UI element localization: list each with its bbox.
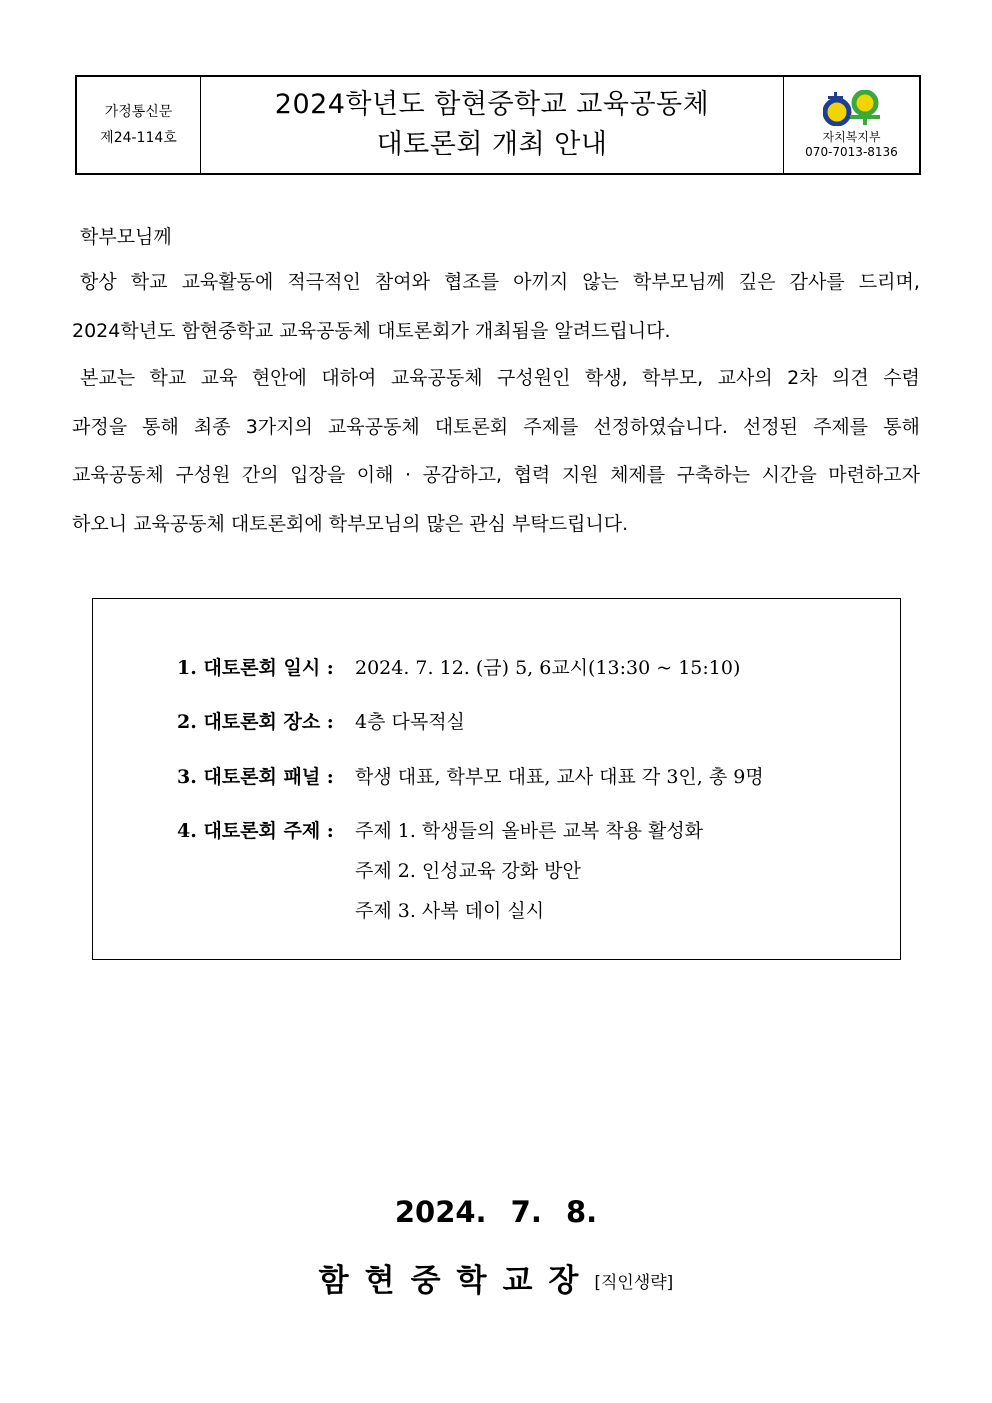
info-item-datetime	[177, 653, 740, 680]
info-value: 2024. 7. 12. (금) 5, 6교시(13:30 ~ 15:10)	[355, 657, 741, 679]
title-line-1: 2024학년도 함현중학교 교육공동체	[274, 89, 710, 120]
info-item-panel	[177, 762, 764, 789]
paragraph-line: 본교는 학교 교육 현안에 대하여 교육공동체 구성원인 학생, 학부모, 교사의 2차 의견 수렴	[80, 367, 920, 389]
doc-info-cell	[77, 77, 201, 173]
letter-date: 2024. 7. 8.	[394, 1195, 598, 1229]
info-item-place	[177, 707, 465, 734]
info-label: 2. 대토론회 장소 :	[177, 711, 334, 733]
event-info-box	[92, 598, 901, 960]
info-label: 3. 대토론회 패널 :	[177, 766, 334, 788]
paragraph-line: 하오니 교육공동체 대토론회에 학부모님의 많은 관심 부탁드립니다.	[72, 512, 629, 535]
paragraph-line: 교육공동체 구성원 간의 입장을 이해 · 공감하고, 협력 지원 체제를 구축하는 시간을 마련하고자	[72, 464, 920, 486]
info-label: 4. 대토론회 주제 :	[177, 820, 334, 842]
info-value: 4층 다목적실	[355, 711, 465, 733]
topic-2: 주제 2. 인성교육 강화 방안	[355, 860, 581, 882]
letter-header	[75, 75, 921, 175]
paragraph-line: 항상 학교 교육활동에 적극적인 참여와 협조를 아끼지 않는 학부모님께 깊은 감사를 드리며,	[80, 271, 920, 293]
topic-3: 주제 3. 사복 데이 실시	[355, 900, 545, 922]
info-item-topics	[177, 816, 703, 843]
info-label: 1. 대토론회 일시 :	[177, 657, 334, 679]
principal-title: 함현중학교장	[318, 1263, 595, 1299]
seal-note: [직인생략]	[594, 1273, 674, 1293]
title-line-2: 대토론회 개최 안내	[376, 129, 608, 160]
dept-phone: 070-7013-8136	[805, 145, 898, 159]
paragraph-2	[72, 354, 920, 548]
signature-block	[0, 1255, 992, 1300]
info-value: 주제 1. 학생들의 올바른 교복 착용 활성화	[355, 820, 704, 842]
salutation: 학부모님께	[80, 226, 172, 248]
dept-cell	[783, 77, 919, 173]
paragraph-1	[72, 258, 920, 355]
paragraph-line: 2024학년도 함현중학교 교육공동체 대토론회가 개최됨을 알려드립니다.	[72, 319, 671, 342]
school-logo-icon	[823, 90, 881, 126]
doc-title	[201, 77, 783, 173]
doc-number: 제24-114호	[100, 130, 177, 146]
paragraph-line: 과정을 통해 최종 3가지의 교육공동체 대토론회 주제를 선정하였습니다. 선정된 주제를 통해	[72, 415, 920, 438]
doc-type: 가정통신문	[104, 104, 173, 120]
dept-name: 자치복지부	[822, 130, 881, 144]
info-value: 학생 대표, 학부모 대표, 교사 대표 각 3인, 총 9명	[355, 766, 764, 788]
